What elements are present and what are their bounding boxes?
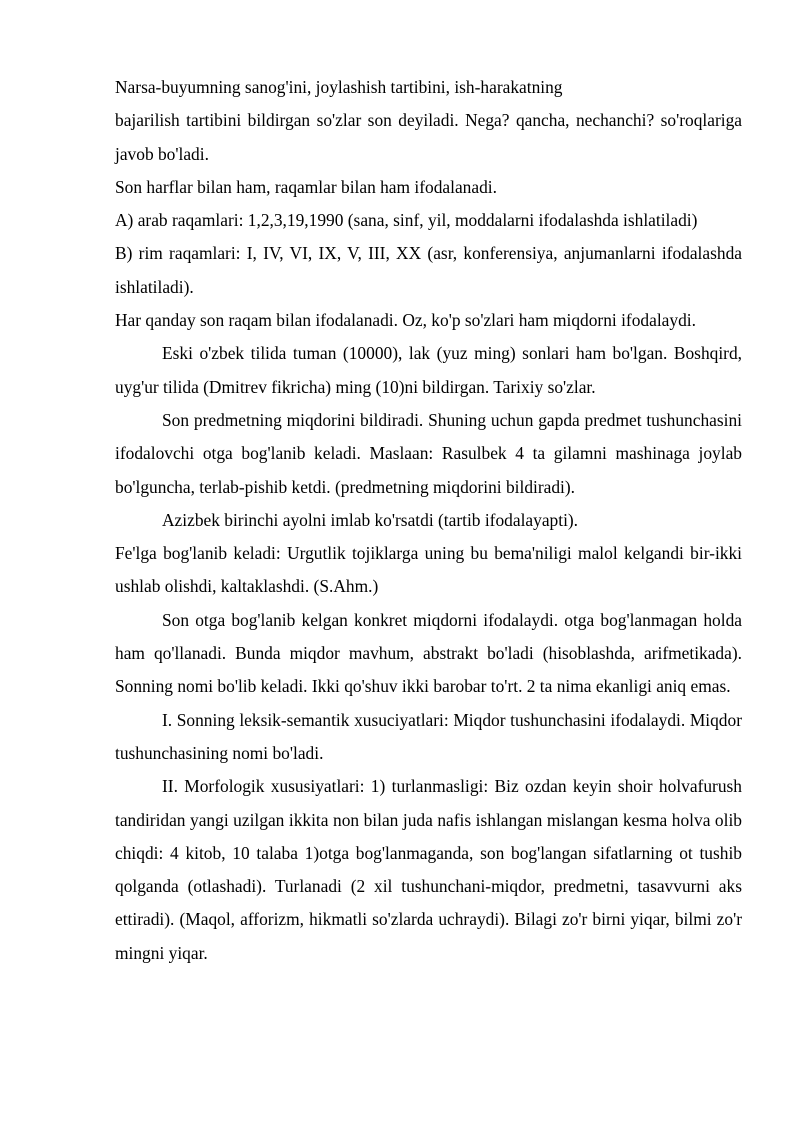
paragraph: B) rim raqamlari: I, IV, VI, IX, V, III, XX (asr, konferensiya, anjumanlarni ifodalashda ishlatiladi).: [115, 243, 742, 297]
paragraph: bajarilish tartibini bildirgan so'zlar son deyiladi. Nega? qancha, nechanchi? so'roqlariga javob bo'ladi.: [115, 110, 742, 164]
paragraph: Azizbek birinchi ayolni imlab ko'rsatdi (tartib ifodalayapti).: [162, 509, 579, 530]
paragraph: A) arab raqamlari: 1,2,3,19,1990 (sana, sinf, yil, moddalarni ifodalashda ishlatiladi): [115, 210, 698, 231]
paragraph: Fe'lga bog'lanib keladi: Urgutlik tojiklarga uning bu bema'niligi malol kelgandi bir-ikki ushlab olishdi, kaltaklashdi. (S.Ahm.): [115, 543, 742, 597]
paragraph: Son otga bog'lanib kelgan konkret miqdorni ifodalaydi. otga bog'lanmagan holda ham qo'llanadi. Bunda miqdor mavhum, abstrakt bo'ladi (hisoblashda, arifmetikada). Sonning nomi bo'lib keladi. Ikki qo'shuv ikki barobar to'rt. 2 ta nima ekanligi aniq emas.: [115, 609, 742, 697]
paragraph: Eski o'zbek tilida tuman (10000), lak (yuz ming) sonlari ham bo'lgan. Boshqird, uyg'ur tilida (Dmitrev fikricha) ming (10)ni bildirgan. Tarixiy so'zlar.: [115, 343, 742, 397]
paragraph: Har qanday son raqam bilan ifodalanadi. Oz, ko'p so'zlari ham miqdorni ifodalaydi.: [115, 310, 696, 331]
paragraph: I. Sonning leksik-semantik xusuciyatlari: Miqdor tushunchasini ifodalaydi. Miqdor tushunchasining nomi bo'ladi.: [115, 709, 742, 763]
paragraph: Son predmetning miqdorini bildiradi. Shuning uchun gapda predmet tushunchasini ifodalovchi otga bog'lanib keladi. Maslaan: Rasulbek 4 ta gilamni mashinaga joylab bo'lguncha, terlab-pishib ketdi. (predmetning miqdorini bildiradi).: [115, 409, 742, 497]
paragraph: II. Morfologik xususiyatlari: 1) turlanmasligi: Biz ozdan keyin shoir holvafurush tandiridan yangi uzilgan ikkita non bilan juda nafis ishlangan mislangan kesma holva olib chiqdi: 4 kitob, 10 talaba 1)otga bog'lanmaganda, son bog'langan sifatlarning ot tushib qolganda (otlashadi). Turlanadi (2 xil tushunchani-miqdor, predmetni, tasavvurni aks ettiradi). (Maqol, afforizm, hikmatli so'zlarda uchraydi). Bilagi zo'r birni yiqar, bilmi zo'r mingni yiqar.: [115, 776, 742, 963]
paragraph: Son harflar bilan ham, raqamlar bilan ham ifodalanadi.: [115, 176, 497, 197]
paragraph: Narsa-buyumning sanog'ini, joylashish tartibini, ish-harakatning: [115, 77, 563, 97]
